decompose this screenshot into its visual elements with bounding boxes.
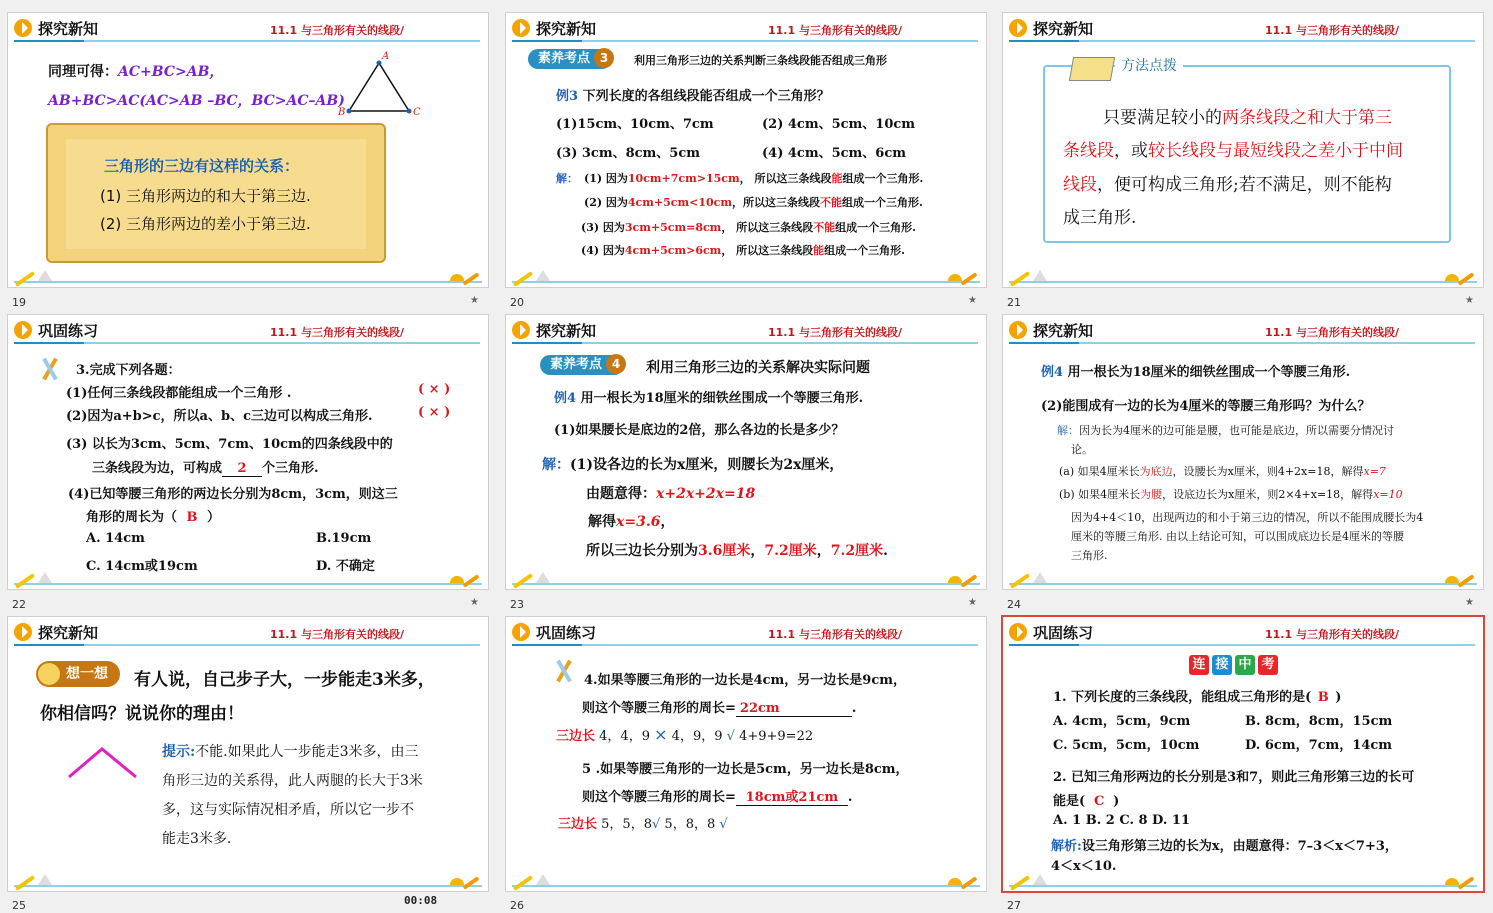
option: A. 4cm，5cm，9cm [1053, 714, 1191, 729]
question-item: 能是( C ) [1053, 794, 1120, 809]
chapter-title: 11.1 与三角形有关的线段/ [768, 24, 902, 37]
slide-thumbnail[interactable] [7, 12, 489, 288]
slide-header [1003, 315, 1483, 345]
exam-banner [1189, 653, 1281, 675]
solution-line: (1) 因为10cm+7cm>15cm， 所以这三条线段能组成一个三角形. [584, 172, 924, 185]
section-logo-icon [14, 623, 32, 641]
key-point-title: 利用三角形三边的关系解决实际问题 [646, 360, 870, 376]
section-title: 探究新知 [536, 322, 597, 340]
triangle-diagram [338, 49, 428, 117]
banner-char: 连 [1189, 655, 1209, 675]
animation-star-icon[interactable]: ★ [470, 597, 479, 608]
question-item: (3) 以长为3cm、5cm、7cm、10cm的四条线段中的 [66, 437, 393, 452]
text-line: 同理可得：AC+BC>AB， [48, 64, 224, 80]
slide-number: 26 [510, 899, 524, 912]
slide-header [1003, 13, 1483, 43]
header-divider [1009, 40, 1475, 42]
option-row: A. 1 B. 2 C. 8 D. 11 [1053, 813, 1191, 828]
key-point-badge: 素养考点 4 [540, 355, 624, 375]
answer-mark: ( × ) [418, 382, 451, 397]
header-divider [14, 40, 480, 42]
banner-char: 考 [1258, 655, 1278, 675]
chapter-title: 11.1 与三角形有关的线段/ [270, 628, 404, 641]
protractor-icon [450, 576, 464, 583]
section-title: 探究新知 [38, 624, 99, 642]
question-item: (1)任何三条线段都能组成一个三角形 . [66, 386, 292, 401]
slide-header [1003, 617, 1483, 647]
example-line: 例4 用一根长为18厘米的细铁丝围成一个等腰三角形. [1041, 365, 1351, 380]
pencil-icon [15, 875, 35, 891]
question-title: 3.完成下列各题： [76, 363, 181, 378]
chapter-title: 11.1 与三角形有关的线段/ [1265, 628, 1399, 641]
example-line: 例3 下列长度的各组线段能否组成一个三角形？ [556, 89, 830, 104]
protractor-icon [948, 878, 962, 885]
option: (2) 4cm、5cm、10cm [762, 117, 916, 132]
section-logo-icon [1009, 321, 1027, 339]
option: B. 8cm，8cm，15cm [1245, 714, 1393, 729]
lightbulb-icon [38, 663, 60, 685]
set-square-icon [1033, 270, 1047, 281]
option: B.19cm [316, 531, 372, 546]
slide-footer [8, 567, 488, 589]
analysis-line: 解析:设三角形第三边的长为x，由题意得：7–3＜x＜7+3， [1051, 839, 1398, 854]
pencil-icon [15, 573, 35, 589]
vertex-label: C [413, 107, 421, 117]
question-item: 则这个等腰三角形的周长= 22cm . [582, 701, 857, 716]
chapter-title: 11.1 与三角形有关的线段/ [768, 628, 902, 641]
slide-number: 27 [1007, 899, 1021, 912]
slide-number: 24 [1007, 598, 1021, 611]
pencil-ruler-icon [552, 659, 576, 683]
ruler-icon [960, 574, 977, 588]
header-divider [512, 40, 978, 42]
slide-thumbnail[interactable] [505, 12, 987, 288]
prompt-text: 有人说，自己步子大，一步能走3米多， [134, 670, 435, 690]
ruler-icon [1457, 272, 1474, 286]
header-divider [14, 342, 480, 344]
protractor-icon [948, 576, 962, 583]
section-title: 探究新知 [38, 20, 99, 38]
header-divider [512, 644, 978, 646]
ruler-icon [462, 574, 479, 588]
section-title: 巩固练习 [38, 322, 99, 340]
set-square-icon [38, 572, 52, 583]
conclusion-line: 厘米的等腰三角形. 由以上结论可知，可以围成底边长是4厘米的等腰 [1071, 530, 1404, 543]
chapter-title: 11.1 与三角形有关的线段/ [270, 326, 404, 339]
slide-thumbnail[interactable] [1002, 314, 1484, 590]
slide-thumbnail[interactable] [7, 314, 489, 590]
protractor-icon [1445, 878, 1459, 885]
option: C. 14cm或19cm [86, 559, 198, 574]
side-length-row: 三边长 5，5，8√ 5，8，8 √ [558, 817, 728, 832]
stride-diagram [66, 745, 140, 781]
solution-line: 论。 [1071, 443, 1093, 456]
section-logo-icon [512, 19, 530, 37]
set-square-icon [536, 874, 550, 885]
question-item: (2)因为a+b>c，所以a、b、c三边可以构成三角形. [66, 409, 373, 424]
question-item: 5 .如果等腰三角形的一边长是5cm，另一边长是8cm， [582, 762, 909, 777]
protractor-icon [1445, 576, 1459, 583]
set-square-icon [38, 874, 52, 885]
hint-text: 多，这与实际情况相矛盾，所以它一步不 [162, 802, 414, 818]
method-text: 成三角形. [1063, 208, 1137, 228]
slide-footer [1003, 869, 1483, 891]
chapter-title: 11.1 与三角形有关的线段/ [270, 24, 404, 37]
animation-star-icon[interactable]: ★ [1465, 597, 1474, 608]
prompt-text: 你相信吗？说说你的理由！ [40, 704, 244, 724]
option: (4) 4cm、5cm、6cm [762, 146, 907, 161]
slide-number: 23 [510, 598, 524, 611]
scroll-title: 三角形的三边有这样的关系： [104, 157, 300, 175]
option: (3) 3cm、8cm、5cm [556, 146, 701, 161]
set-square-icon [38, 270, 52, 281]
slide-footer [1003, 265, 1483, 287]
option: (1)15cm、10cm、7cm [556, 117, 714, 132]
animation-star-icon[interactable]: ★ [470, 295, 479, 306]
section-title: 巩固练习 [536, 624, 597, 642]
section-logo-icon [512, 623, 530, 641]
header-divider [14, 644, 480, 646]
slide-header [8, 13, 488, 43]
header-divider [512, 342, 978, 344]
slide-header [506, 13, 986, 43]
header-divider [1009, 644, 1475, 646]
solution-line: 所以三边长分别为3.6厘米，7.2厘米，7.2厘米. [586, 543, 888, 559]
slide-footer [8, 265, 488, 287]
question-item: (2)能围成有一边的长为4厘米的等腰三角形吗？为什么？ [1041, 399, 1371, 414]
banner-char: 接 [1212, 655, 1232, 675]
pencil-icon [15, 271, 35, 287]
section-logo-icon [14, 19, 32, 37]
banner-char: 中 [1235, 655, 1255, 675]
hint-text: 能走3米多. [162, 831, 232, 847]
question-item: 三条线段为边，可构成 2 个三角形. [92, 461, 319, 476]
solution-line: 解得x=3.6， [588, 514, 675, 530]
pencil-ruler-icon [38, 357, 62, 381]
set-square-icon [1033, 572, 1047, 583]
method-text: 条线段，或较长线段与最短线段之差小于中间 [1063, 141, 1403, 161]
method-text: 线段，便可构成三角形;若不满足，则不能构 [1063, 175, 1392, 195]
solution-label: 解： [556, 172, 578, 185]
option: D. 不确定 [316, 559, 375, 574]
section-title: 巩固练习 [1033, 624, 1094, 642]
slide-number: 25 [12, 899, 26, 912]
section-logo-icon [1009, 19, 1027, 37]
pencil-icon [513, 271, 533, 287]
section-title: 探究新知 [1033, 322, 1094, 340]
scroll-text: (1) 三角形两边的和大于第三边. [100, 187, 311, 205]
protractor-icon [948, 274, 962, 281]
option: A. 14cm [86, 531, 145, 546]
solution-line: (3) 因为3cm+5cm=8cm， 所以这三条线段不能组成一个三角形. [581, 221, 916, 234]
slide-thumbnail[interactable] [505, 616, 987, 892]
section-title: 探究新知 [536, 20, 597, 38]
vertex-label: A [382, 51, 390, 62]
side-length-row: 三边长 4，4，9 × 4，9，9 √ 4+9+9=22 [556, 725, 814, 744]
ruler-icon [462, 272, 479, 286]
question-item: (1)如果腰长是底边的2倍，那么各边的长是多少？ [554, 423, 845, 438]
pencil-icon [1010, 875, 1030, 891]
ruler-icon [960, 876, 977, 890]
set-square-icon [1033, 874, 1047, 885]
solution-line: (4) 因为4cm+5cm>6cm， 所以这三条线段能组成一个三角形. [581, 244, 905, 257]
animation-star-icon[interactable]: ★ [968, 295, 977, 306]
question-item: 2. 已知三角形两边的长分别是3和7，则此三角形第三边的长可 [1053, 770, 1415, 785]
analysis-line: 4＜x＜10. [1051, 859, 1117, 874]
pencil-icon [1010, 573, 1030, 589]
pencil-icon [1010, 271, 1030, 287]
option: D. 6cm，7cm，14cm [1245, 738, 1393, 753]
example-line: 例4 用一根长为18厘米的细铁丝围成一个等腰三角形. [554, 391, 864, 406]
section-logo-icon [1009, 623, 1027, 641]
solution-line: 解：因为长为4厘米的边可能是腰，也可能是底边，所以需要分情况讨 [1057, 424, 1394, 437]
method-tag: 方法点拨 [1115, 55, 1183, 75]
animation-star-icon[interactable]: ★ [968, 597, 977, 608]
question-item: (4)已知等腰三角形的两边长分别为8cm，3cm，则这三 [68, 487, 398, 502]
method-text: 只要满足较小的两条线段之和大于第三 [1103, 108, 1392, 128]
slide-header [506, 617, 986, 647]
think-badge: 想一想 [36, 661, 120, 687]
protractor-icon [1445, 274, 1459, 281]
conclusion-line: 因为4+4＜10，出现两边的和小于第三边的情况，所以不能围成腰长为4 [1071, 511, 1424, 524]
header-divider [1009, 342, 1475, 344]
chapter-title: 11.1 与三角形有关的线段/ [768, 326, 902, 339]
solution-line: (2) 因为4cm+5cm<10cm，所以这三条线段不能组成一个三角形. [584, 196, 923, 209]
slide-footer [506, 567, 986, 589]
animation-star-icon[interactable]: ★ [1465, 295, 1474, 306]
protractor-icon [450, 274, 464, 281]
solution-line: 由题意得：x+2x+2x=18 [586, 486, 756, 502]
question-item: 1. 下列长度的三条线段，能组成三角形的是( B ) [1053, 690, 1342, 705]
section-title: 探究新知 [1033, 20, 1094, 38]
case-line: (b) 如果4厘米长为腰，设底边长为x厘米，则2×4+x=18，解得x=10 [1059, 488, 1403, 501]
slide-thumbnail[interactable] [505, 314, 987, 590]
vertex-label: B [338, 107, 346, 117]
pencil-icon [513, 573, 533, 589]
slide-number: 22 [12, 598, 26, 611]
ruler-icon [1457, 574, 1474, 588]
ruler-icon [462, 876, 479, 890]
slide-header [8, 617, 488, 647]
slide-header [506, 315, 986, 345]
answer-mark: ( × ) [418, 405, 451, 420]
hint-text: 提示:不能.如果此人一步能走3米多，由三 [162, 744, 419, 760]
slide-number: 19 [12, 296, 26, 309]
conclusion-line: 三角形. [1071, 549, 1108, 562]
slide-footer [506, 265, 986, 287]
key-point-title: 利用三角形三边的关系判断三条线段能否组成三角形 [634, 54, 887, 67]
slide-timing: 00:08 [404, 894, 438, 907]
slide-number: 20 [510, 296, 524, 309]
chapter-title: 11.1 与三角形有关的线段/ [1265, 24, 1399, 37]
slide-thumbnail[interactable] [7, 616, 489, 892]
pencil-icon [513, 875, 533, 891]
scroll-text: (2) 三角形两边的差小于第三边. [100, 215, 311, 233]
slide-header [8, 315, 488, 345]
solution-line: 解：(1)设各边的长为x厘米，则腰长为2x厘米， [542, 457, 844, 473]
slide-footer [1003, 567, 1483, 589]
ruler-icon [1457, 876, 1474, 890]
question-item: 则这个等腰三角形的周长= 18cm或21cm . [582, 786, 852, 806]
case-line: (a) 如果4厘米长为底边，设腰长为x厘米，则4+2x=18，解得x=7 [1059, 465, 1386, 478]
hint-text: 角形三边的关系得，此人两腿的长大于3米 [162, 773, 423, 789]
key-point-badge: 素养考点 3 [528, 49, 612, 69]
option: C. 5cm，5cm，10cm [1053, 738, 1200, 753]
set-square-icon [536, 572, 550, 583]
slide-footer [506, 869, 986, 891]
question-item: 角形的周长为（ B ） [86, 510, 221, 525]
text-line: AB+BC>AC(AC>AB –BC，BC>AC–AB) [48, 93, 345, 109]
section-logo-icon [14, 321, 32, 339]
slide-footer [8, 869, 488, 891]
slide-number: 21 [1007, 296, 1021, 309]
chapter-title: 11.1 与三角形有关的线段/ [1265, 326, 1399, 339]
protractor-icon [450, 878, 464, 885]
section-logo-icon [512, 321, 530, 339]
set-square-icon [536, 270, 550, 281]
slide-thumbnail-selected[interactable] [1001, 615, 1485, 893]
slide-thumbnail[interactable] [1002, 12, 1484, 288]
book-icon [1069, 57, 1115, 81]
ruler-icon [960, 272, 977, 286]
question-item: 4.如果等腰三角形的一边长是4cm，另一边长是9cm， [584, 673, 907, 688]
